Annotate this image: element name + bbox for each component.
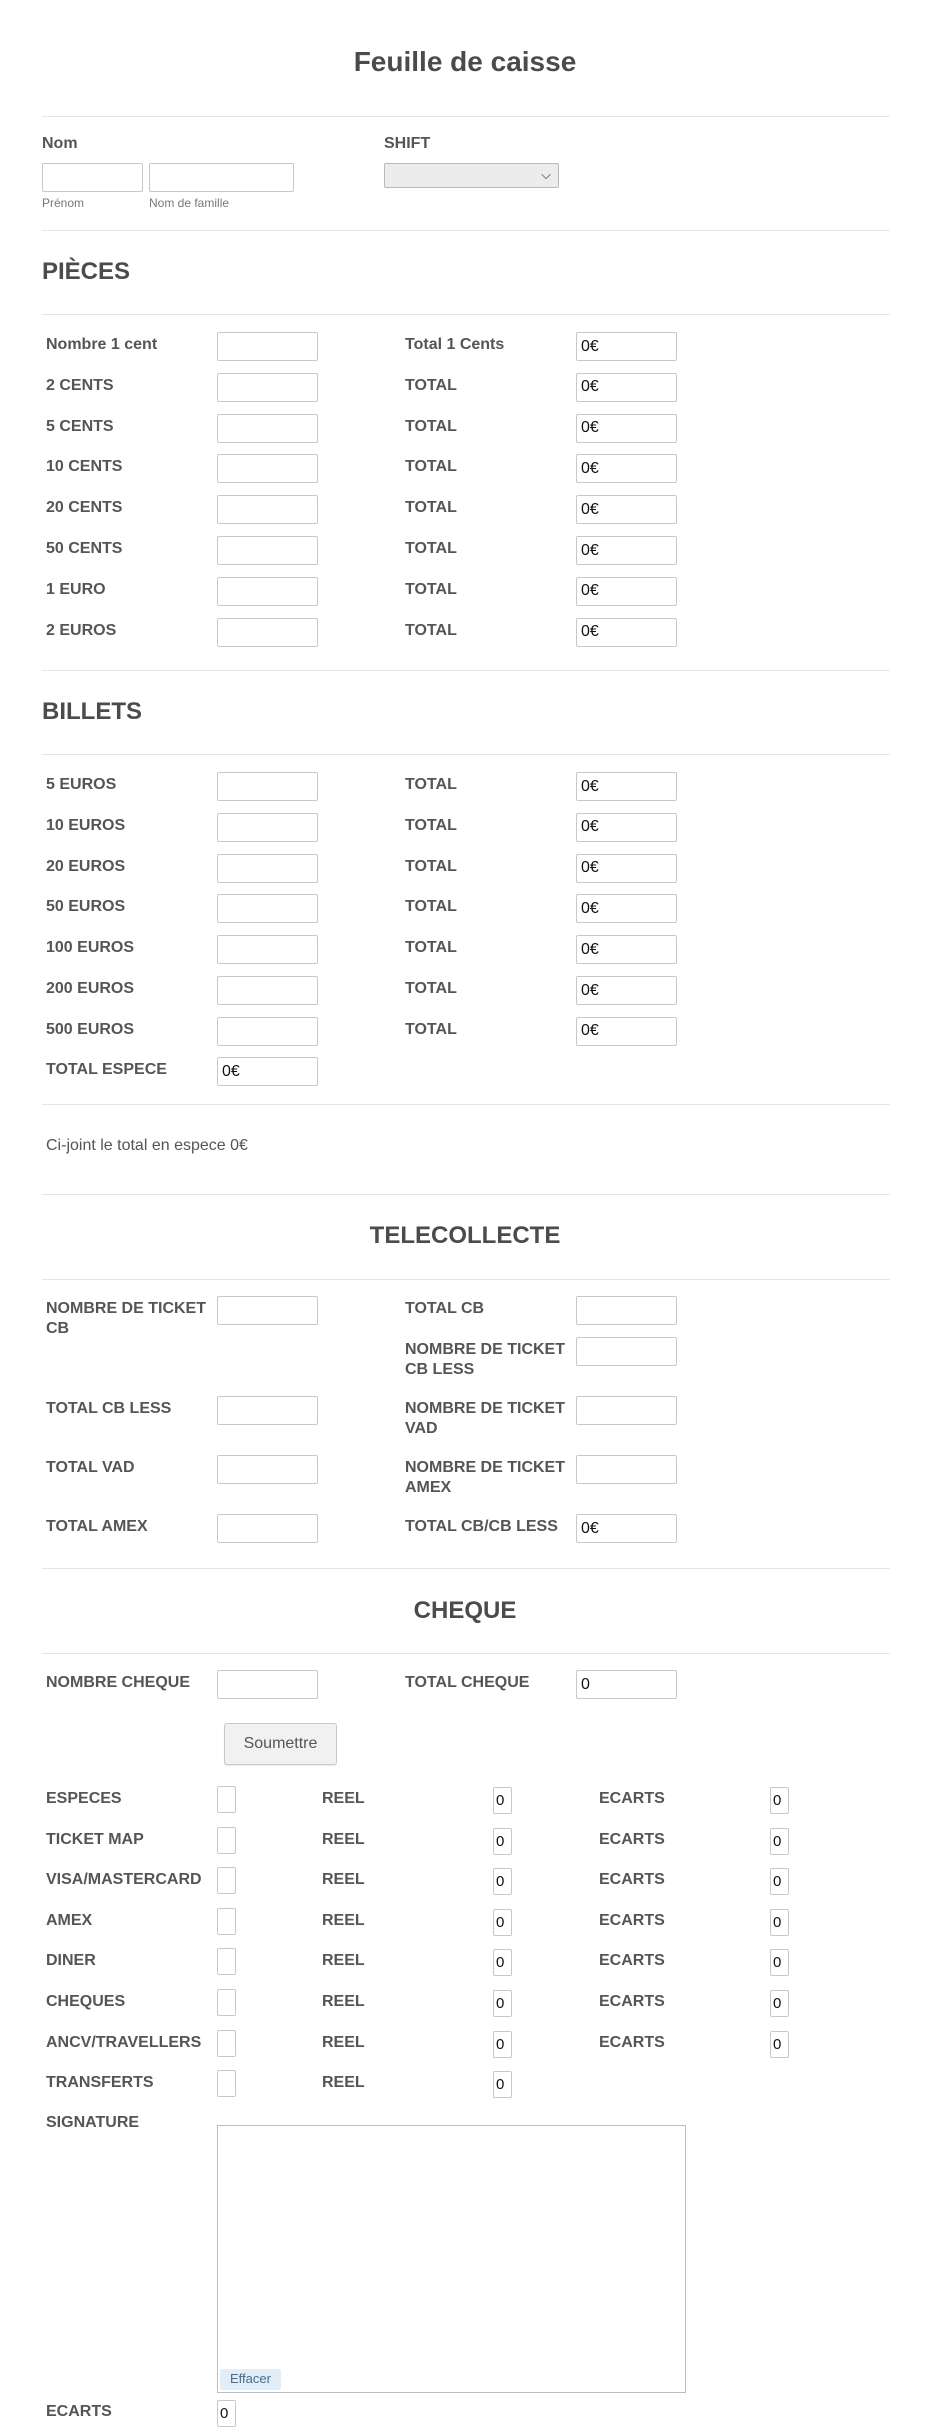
total-label: TOTAL — [405, 939, 457, 957]
total-input[interactable] — [576, 577, 677, 606]
ecarts-input[interactable] — [770, 1990, 789, 2017]
total-label: TOTAL — [405, 499, 457, 517]
reel-input[interactable] — [493, 1990, 512, 2017]
ecarts-label: ECARTS — [599, 1871, 665, 1889]
total-input[interactable] — [576, 332, 677, 361]
reel-input[interactable] — [493, 1787, 512, 1814]
count-input[interactable] — [217, 935, 318, 964]
total-cb-cb-less-label: TOTAL CB/CB LESS — [405, 1518, 558, 1535]
first-name-sublabel: Prénom — [42, 196, 85, 210]
payment-type-label: DINER — [46, 1952, 96, 1970]
pieces-heading: PIÈCES — [42, 258, 131, 285]
divider — [42, 230, 890, 231]
total-input[interactable] — [576, 373, 677, 402]
nb-ticket-vad-input[interactable] — [576, 1396, 677, 1425]
total-label: TOTAL — [405, 540, 457, 557]
nb-ticket-amex-input[interactable] — [576, 1455, 677, 1484]
total-label: TOTAL — [405, 580, 457, 598]
divider — [42, 1104, 890, 1105]
total-label: TOTAL — [405, 417, 457, 435]
final-ecarts-input[interactable] — [217, 2400, 236, 2427]
count-input[interactable] — [217, 495, 318, 524]
total-input[interactable] — [576, 854, 677, 883]
total-label: TOTAL — [405, 1020, 457, 1038]
count-input[interactable] — [217, 536, 318, 565]
reel-label: REEL — [322, 1952, 365, 1970]
total-vad-input[interactable] — [217, 1455, 318, 1484]
reel-label: REEL — [322, 1993, 365, 2010]
count-input[interactable] — [217, 414, 318, 443]
last-name-input[interactable] — [149, 163, 294, 192]
payment-type-label: VISA/MASTERCARD — [46, 1871, 202, 1889]
ecarts-label: ECARTS — [599, 1830, 665, 1848]
count-input[interactable] — [217, 813, 318, 842]
payment-type-input[interactable] — [217, 2030, 236, 2057]
count-input[interactable] — [217, 618, 318, 647]
name-label: Nom — [42, 135, 78, 152]
clear-signature-button[interactable]: Effacer — [220, 2369, 281, 2390]
nb-ticket-cb-input[interactable] — [217, 1296, 318, 1325]
chevron-down-icon: ⌵ — [541, 167, 551, 182]
total-cheque-input[interactable] — [576, 1670, 677, 1699]
ecarts-label: ECARTS — [599, 2033, 665, 2051]
payment-type-label: TRANSFERTS — [46, 2074, 154, 2092]
shift-select[interactable] — [384, 163, 559, 188]
payment-type-label: CHEQUES — [46, 1993, 126, 2010]
divider — [42, 1568, 890, 1569]
reel-input[interactable] — [493, 2031, 512, 2058]
nb-ticket-amex-label: NOMBRE DE TICKET AMEX — [405, 1459, 565, 1496]
payment-type-label: AMEX — [46, 1911, 93, 1929]
denomination-label: 10 EUROS — [46, 816, 126, 834]
ecarts-input[interactable] — [770, 1909, 789, 1936]
payment-type-input[interactable] — [217, 1867, 236, 1894]
reel-input[interactable] — [493, 1868, 512, 1895]
nb-ticket-cb-label: NOMBRE DE TICKET CB — [46, 1300, 206, 1337]
denomination-label: 2 CENTS — [46, 376, 114, 394]
ecarts-input[interactable] — [770, 1949, 789, 1976]
count-input[interactable] — [217, 332, 318, 361]
reel-label: REEL — [322, 2074, 365, 2092]
denomination-label: 2 EUROS — [46, 621, 117, 639]
ecarts-input[interactable] — [770, 1828, 789, 1855]
denomination-label: 20 CENTS — [46, 499, 123, 517]
denomination-label: 1 EURO — [46, 580, 106, 598]
total-cb-input[interactable] — [576, 1296, 677, 1325]
payment-type-input[interactable] — [217, 2070, 236, 2097]
last-name-sublabel: Nom de famille — [149, 196, 230, 210]
total-input[interactable] — [576, 894, 677, 923]
count-input[interactable] — [217, 577, 318, 606]
ecarts-label: ECARTS — [599, 1952, 665, 1970]
divider — [42, 670, 890, 671]
count-input[interactable] — [217, 894, 318, 923]
total-input[interactable] — [576, 1017, 677, 1046]
reel-label: REEL — [322, 1871, 365, 1889]
payment-type-input[interactable] — [217, 1827, 236, 1854]
total-input[interactable] — [576, 495, 677, 524]
reel-input[interactable] — [493, 1909, 512, 1936]
telecollecte-heading: TELECOLLECTE — [369, 1222, 561, 1249]
signature-label: SIGNATURE — [46, 2114, 140, 2131]
nb-ticket-cb-less-label: NOMBRE DE TICKET CB LESS — [405, 1341, 565, 1378]
denomination-label: 100 EUROS — [46, 939, 135, 957]
total-input[interactable] — [576, 772, 677, 801]
payment-type-label: TICKET MAP — [46, 1830, 144, 1848]
total-amex-input[interactable] — [217, 1514, 318, 1543]
total-label: TOTAL — [405, 980, 457, 997]
total-cb-less-input[interactable] — [217, 1396, 318, 1425]
total-input[interactable] — [576, 618, 677, 647]
reel-label: REEL — [322, 2033, 365, 2051]
shift-label: SHIFT — [384, 135, 431, 152]
submit-button[interactable]: Soumettre — [224, 1723, 337, 1765]
total-amex-label: TOTAL AMEX — [46, 1518, 148, 1535]
total-label: Total 1 Cents — [405, 336, 505, 353]
denomination-label: 50 CENTS — [46, 540, 123, 557]
divider — [42, 754, 890, 755]
total-input[interactable] — [576, 935, 677, 964]
total-label: TOTAL — [405, 458, 457, 476]
ecarts-label: ECARTS — [599, 1790, 665, 1807]
denomination-label: 500 EUROS — [46, 1020, 135, 1038]
ecarts-input[interactable] — [770, 1868, 789, 1895]
total-label: TOTAL — [405, 898, 457, 916]
payment-type-label: ESPECES — [46, 1790, 122, 1807]
reel-input[interactable] — [493, 2071, 512, 2098]
nb-ticket-vad-label: NOMBRE DE TICKET VAD — [405, 1400, 565, 1437]
divider — [42, 1653, 890, 1654]
total-label: TOTAL — [405, 857, 457, 875]
nombre-cheque-input[interactable] — [217, 1670, 318, 1699]
total-cb-label: TOTAL CB — [405, 1300, 485, 1317]
total-espece-label: TOTAL ESPECE — [46, 1061, 167, 1078]
signature-pad[interactable] — [217, 2125, 686, 2393]
count-input[interactable] — [217, 373, 318, 402]
total-label: TOTAL — [405, 376, 457, 394]
nombre-cheque-label: NOMBRE CHEQUE — [46, 1674, 191, 1691]
total-input[interactable] — [576, 536, 677, 565]
total-input[interactable] — [576, 414, 677, 443]
total-input[interactable] — [576, 813, 677, 842]
cheque-heading: CHEQUE — [413, 1597, 517, 1624]
payment-type-input[interactable] — [217, 1908, 236, 1935]
divider — [42, 314, 890, 315]
divider — [42, 116, 890, 117]
total-cb-cb-less-input[interactable] — [576, 1514, 677, 1543]
count-input[interactable] — [217, 772, 318, 801]
first-name-input[interactable] — [42, 163, 143, 192]
divider — [42, 1279, 890, 1280]
denomination-label: 5 CENTS — [46, 417, 114, 435]
denomination-label: 5 EUROS — [46, 776, 117, 793]
total-input[interactable] — [576, 976, 677, 1005]
total-label: TOTAL — [405, 776, 457, 793]
reel-label: REEL — [322, 1830, 365, 1848]
billets-heading: BILLETS — [42, 698, 142, 725]
reel-input[interactable] — [493, 1949, 512, 1976]
count-input[interactable] — [217, 1017, 318, 1046]
denomination-label: 50 EUROS — [46, 898, 126, 916]
ecarts-input[interactable] — [770, 2031, 789, 2058]
total-label: TOTAL — [405, 621, 457, 639]
count-input[interactable] — [217, 854, 318, 883]
denomination-label: Nombre 1 cent — [46, 336, 158, 353]
total-cb-less-label: TOTAL CB LESS — [46, 1400, 172, 1417]
page-title: Feuille de caisse — [353, 46, 577, 77]
denomination-label: 10 CENTS — [46, 458, 123, 476]
divider — [42, 1194, 890, 1195]
total-vad-label: TOTAL VAD — [46, 1459, 135, 1476]
reel-label: REEL — [322, 1790, 365, 1807]
denomination-label: 200 EUROS — [46, 980, 135, 997]
payment-type-input[interactable] — [217, 1989, 236, 2016]
total-espece-input[interactable] — [217, 1057, 318, 1086]
total-cheque-label: TOTAL CHEQUE — [405, 1674, 530, 1691]
reel-input[interactable] — [493, 1828, 512, 1855]
denomination-label: 20 EUROS — [46, 857, 126, 875]
count-input[interactable] — [217, 976, 318, 1005]
final-ecarts-label: ECARTS — [46, 2403, 112, 2420]
total-input[interactable] — [576, 454, 677, 483]
payment-type-input[interactable] — [217, 1948, 236, 1975]
nb-ticket-cb-less-input[interactable] — [576, 1337, 677, 1366]
cash-total-note: Ci-joint le total en espece 0€ — [46, 1137, 248, 1154]
total-label: TOTAL — [405, 816, 457, 834]
count-input[interactable] — [217, 454, 318, 483]
ecarts-label: ECARTS — [599, 1993, 665, 2010]
payment-type-input[interactable] — [217, 1786, 236, 1813]
reel-label: REEL — [322, 1911, 365, 1929]
ecarts-label: ECARTS — [599, 1911, 665, 1929]
ecarts-input[interactable] — [770, 1787, 789, 1814]
payment-type-label: ANCV/TRAVELLERS — [46, 2033, 202, 2051]
